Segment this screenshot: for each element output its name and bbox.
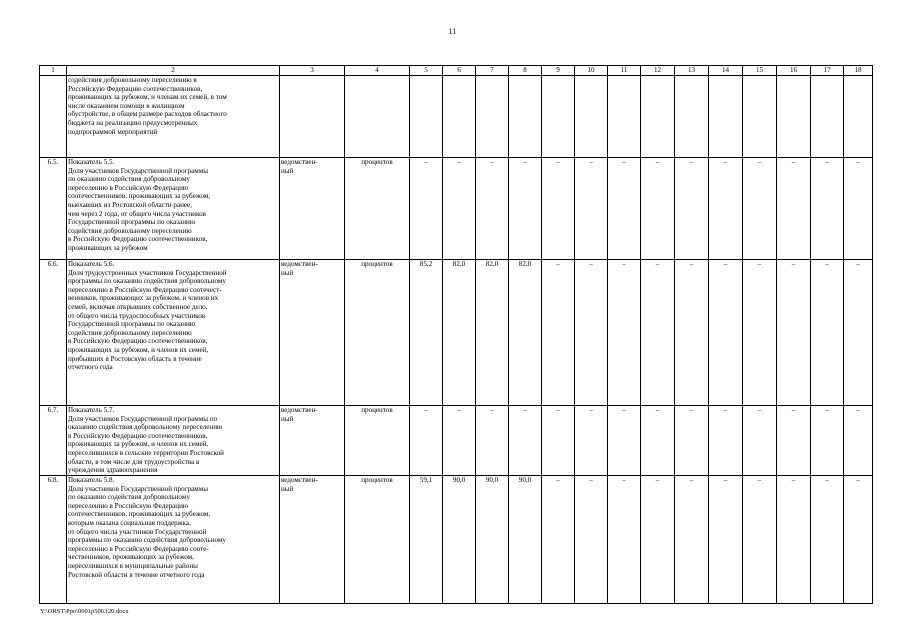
- unit-of-measure: [345, 76, 410, 158]
- indicator-value: 82,0: [443, 260, 476, 406]
- indicator-value: –: [844, 158, 873, 260]
- indicator-description: Показатель 5.6. Доля трудоустроенных участников Государственной программы по оказанию содействия добровольному переселению в Российскую Федерацию соотечест- венников, проживающих за рубежом, и членов их семей, включая открывших собственное дело, от общего числа трудоспособных участников Государственной программы по оказанию содействия добровольному переселению в Российскую Федерацию соотечественников, проживающих за рубежом, и членов их семей, прибывших в Ростовскую область в течение отчетного года: [67, 260, 280, 406]
- column-header: 13: [675, 66, 709, 76]
- indicator-value: –: [575, 260, 608, 406]
- indicator-description: Показатель 5.5. Доля участников Государственной программы по оказанию содействия добровольному переселению в Российскую Федерацию соотечественников, проживающих за рубежом, выехавших из Ростовской области ранее, чем через 2 года, от общего числа участников Государственной программы по оказанию содействия добровольному переселению в Российскую Федерацию соотечественников, проживающих за рубежом: [67, 158, 280, 260]
- indicator-type: ведомствен- ный: [280, 158, 345, 260]
- indicator-value: –: [641, 406, 675, 476]
- column-header: 10: [575, 66, 608, 76]
- row-number: 6.6.: [40, 260, 67, 406]
- indicator-value: –: [743, 260, 777, 406]
- indicator-value: 90,0: [443, 476, 476, 604]
- indicator-value: –: [476, 406, 509, 476]
- indicator-value: –: [743, 476, 777, 604]
- table-header-row: [40, 66, 873, 76]
- indicator-value: –: [844, 476, 873, 604]
- indicator-value: –: [542, 260, 575, 406]
- indicator-value: –: [608, 476, 641, 604]
- indicator-type: ведомствен- ный: [280, 476, 345, 604]
- indicator-value: –: [777, 260, 811, 406]
- indicator-value: 59,1: [410, 476, 443, 604]
- column-header: 14: [709, 66, 743, 76]
- indicator-value: –: [608, 406, 641, 476]
- indicator-value: –: [675, 260, 709, 406]
- row-number: [40, 76, 67, 158]
- column-header: 12: [641, 66, 675, 76]
- column-header: 7: [476, 66, 509, 76]
- indicator-value: [608, 76, 641, 158]
- column-header: 8: [509, 66, 542, 76]
- indicator-value: –: [777, 158, 811, 260]
- table-row: [40, 76, 873, 158]
- indicator-value: –: [575, 476, 608, 604]
- indicator-value: –: [709, 406, 743, 476]
- indicator-value: –: [675, 406, 709, 476]
- indicator-value: –: [844, 406, 873, 476]
- indicator-description: Показатель 5.8. Доля участников Государственной программы по оказанию содействия добровольному переселению в Российскую Федерацию соотечественников, проживающих за рубежом, которым оказана социальная поддержка, от общего числа участников Государственной программы по оказанию содействия добровольному переселению в Российскую Федерацию сооте- чественников, проживающих за рубежом, переселившихся в муниципальные районы Ростовской области в течение отчетного года: [67, 476, 280, 604]
- column-header: 9: [542, 66, 575, 76]
- indicator-value: [844, 76, 873, 158]
- indicator-type: ведомствен- ный: [280, 260, 345, 406]
- footer-file-path: Y:\ORST\Ppo\0601p506.f20.docx: [40, 608, 129, 615]
- unit-of-measure: процентов: [345, 260, 410, 406]
- column-header: 15: [743, 66, 777, 76]
- indicator-value: –: [575, 406, 608, 476]
- indicator-description: Показатель 5.7. Доля участников Государственной программы по оказанию содействия добровольному переселению в Российскую Федерацию соотечественников, проживающих за рубежом, и членов их семей, переселившихся в сельские территории Ростовской области, в том числе для трудоустройства в учреждения здравоохранения: [67, 406, 280, 476]
- indicator-value: –: [575, 158, 608, 260]
- table-row: [40, 476, 873, 604]
- indicator-value: [709, 76, 743, 158]
- indicator-description: содействия добровольному переселению в Российскую Федерацию соотечественников, проживающих за рубежом, и членам их семей, в том числе оказанием помощи в жилищном обустройстве, в общем размере расходов областного бюджета на реализацию предусмотренных подпрограммой мероприятий: [67, 76, 280, 158]
- row-number: 6.5.: [40, 158, 67, 260]
- indicator-value: –: [443, 158, 476, 260]
- page-number: 11: [448, 27, 457, 36]
- indicator-value: –: [777, 406, 811, 476]
- indicator-value: [641, 76, 675, 158]
- indicators-table: [39, 65, 873, 604]
- indicator-value: –: [811, 260, 844, 406]
- indicator-value: –: [709, 476, 743, 604]
- indicator-value: 90,0: [476, 476, 509, 604]
- column-header: 4: [345, 66, 410, 76]
- indicator-value: –: [476, 158, 509, 260]
- indicator-value: 85,2: [410, 260, 443, 406]
- table-row: [40, 158, 873, 260]
- column-header: 5: [410, 66, 443, 76]
- indicator-value: –: [811, 476, 844, 604]
- indicator-value: [575, 76, 608, 158]
- column-header: 17: [811, 66, 844, 76]
- indicator-value: –: [709, 158, 743, 260]
- indicator-value: [443, 76, 476, 158]
- indicator-value: –: [410, 406, 443, 476]
- indicator-value: 82,0: [509, 260, 542, 406]
- indicator-value: [743, 76, 777, 158]
- indicator-value: [777, 76, 811, 158]
- indicator-value: –: [743, 406, 777, 476]
- indicator-type: ведомствен- ный: [280, 406, 345, 476]
- column-header: 3: [280, 66, 345, 76]
- indicator-value: [509, 76, 542, 158]
- indicator-value: –: [811, 406, 844, 476]
- indicator-value: [811, 76, 844, 158]
- indicator-value: –: [509, 158, 542, 260]
- column-header: 16: [777, 66, 811, 76]
- indicator-value: –: [410, 158, 443, 260]
- row-number: 6.8.: [40, 476, 67, 604]
- table-row: [40, 260, 873, 406]
- indicator-value: –: [608, 158, 641, 260]
- indicator-value: –: [542, 158, 575, 260]
- indicator-value: –: [542, 406, 575, 476]
- indicator-value: –: [542, 476, 575, 604]
- indicator-value: –: [641, 158, 675, 260]
- column-header: 11: [608, 66, 641, 76]
- indicator-value: [675, 76, 709, 158]
- unit-of-measure: процентов: [345, 476, 410, 604]
- indicator-value: [410, 76, 443, 158]
- table-row: [40, 406, 873, 476]
- indicator-value: –: [443, 406, 476, 476]
- indicator-value: –: [675, 476, 709, 604]
- indicator-value: –: [608, 260, 641, 406]
- indicator-value: –: [811, 158, 844, 260]
- indicator-type: [280, 76, 345, 158]
- indicator-value: –: [709, 260, 743, 406]
- indicator-value: –: [641, 476, 675, 604]
- indicator-value: –: [509, 406, 542, 476]
- indicator-value: –: [743, 158, 777, 260]
- column-header: 18: [844, 66, 873, 76]
- indicator-value: –: [777, 476, 811, 604]
- indicator-value: –: [641, 260, 675, 406]
- indicator-value: 90,0: [509, 476, 542, 604]
- unit-of-measure: процентов: [345, 158, 410, 260]
- row-number: 6.7.: [40, 406, 67, 476]
- column-header: 2: [67, 66, 280, 76]
- indicator-value: 82,0: [476, 260, 509, 406]
- unit-of-measure: процентов: [345, 406, 410, 476]
- column-header: 1: [40, 66, 67, 76]
- column-header: 6: [443, 66, 476, 76]
- indicator-value: –: [844, 260, 873, 406]
- indicator-value: [476, 76, 509, 158]
- indicator-value: [542, 76, 575, 158]
- indicator-value: –: [675, 158, 709, 260]
